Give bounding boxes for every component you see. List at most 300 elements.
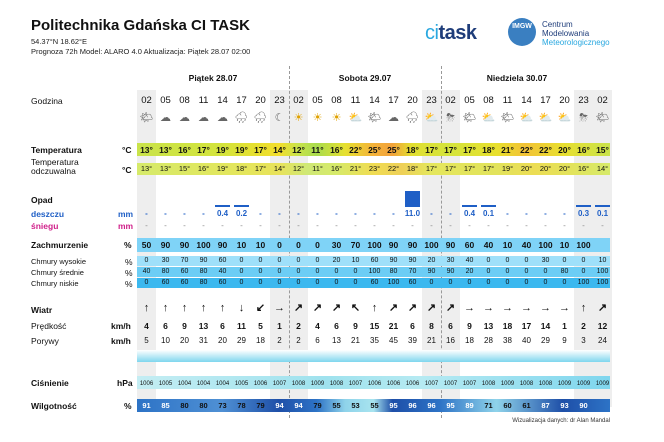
snow-cell: - [316, 221, 319, 230]
wind-gust-cell: 29 [541, 336, 550, 345]
wind-direction-arrow: → [464, 302, 475, 314]
humidity-cell: 55 [370, 401, 379, 410]
wind-direction-arrow: ↗ [445, 302, 456, 314]
cloud-high-cell: 40 [465, 257, 474, 264]
rain-cell: - [202, 209, 205, 218]
cloud-total-cell: 10 [502, 240, 513, 250]
cloud-total-cell: 100 [367, 240, 382, 250]
cloud-high-cell: 60 [218, 257, 227, 264]
temperature-cell: 17° [254, 145, 267, 155]
pressure-cell: 1006 [367, 381, 382, 387]
humidity-cell: 95 [446, 401, 455, 410]
feels-like-cell: 16° [330, 164, 343, 173]
humidity-cell: 61 [522, 401, 531, 410]
humidity-cell: 79 [313, 401, 322, 410]
wind-gust-cell: 2 [296, 336, 301, 345]
feels-like-cell: 14° [596, 164, 609, 173]
cloud-mid-cell: 20 [465, 268, 474, 275]
wind-gust-cell: 16 [446, 336, 455, 345]
temperature-cell: 22° [539, 145, 552, 155]
sun-cloud-icon: ⛅ [538, 112, 553, 124]
cloud-mid-cell: 100 [368, 268, 381, 275]
snow-cell: - [145, 221, 148, 230]
feels-like-cell: 20° [539, 164, 552, 173]
wind-speed-cell: 12 [597, 321, 608, 331]
cloud-total-cell: 0 [277, 240, 282, 250]
temperature-cell: 22° [349, 145, 362, 155]
rain-cell: - [278, 209, 281, 218]
pressure-cell: 1007 [443, 381, 458, 387]
snow-cell: - [601, 221, 604, 230]
wind-speed-cell: 17 [521, 321, 532, 331]
wind-speed-cell: 5 [258, 321, 263, 331]
cloud-low-cell: 60 [161, 279, 170, 286]
snow-cell: - [582, 221, 585, 230]
ci-task-logo[interactable]: citask [425, 22, 477, 44]
wind-direction-arrow: → [502, 302, 513, 314]
cloud-icon: ☁ [217, 112, 228, 124]
wind-direction-arrow: ↑ [200, 302, 207, 314]
temperature-cell: 18° [482, 145, 495, 155]
humidity-cell: 73 [218, 401, 227, 410]
cloud-total-cell: 90 [407, 240, 418, 250]
rain-cell: - [544, 209, 547, 218]
rain-cell: 0.1 [482, 209, 495, 218]
pressure-unit: hPa [117, 378, 133, 388]
partly-cloudy-icon: 🌤 [500, 112, 515, 124]
wind-gust-cell: 29 [237, 336, 246, 345]
cloud-low-cell: 0 [353, 279, 358, 286]
wind-gust-cell: 39 [408, 336, 417, 345]
storm-icon: ⛈ [446, 112, 455, 124]
hour-cell: 20 [559, 95, 570, 106]
wind-gust-cell: 38 [503, 336, 512, 345]
rain-cell: - [335, 209, 338, 218]
wind-gust-cell: 6 [315, 336, 320, 345]
temperature-cell: 12° [292, 145, 305, 155]
cloud-high-cell: 90 [408, 257, 417, 264]
wind-direction-arrow: ↑ [143, 302, 150, 314]
humidity-cell: 90 [579, 401, 588, 410]
humidity-cell: 60 [503, 401, 512, 410]
hour-cell: 05 [312, 95, 323, 106]
pressure-cell: 1009 [576, 381, 591, 387]
wind-direction-arrow: ↓ [238, 302, 245, 314]
temperature-cell: 25° [368, 145, 381, 155]
rain-cell: - [145, 209, 148, 218]
wind-direction-arrow: → [559, 302, 570, 314]
rain-cell: - [183, 209, 186, 218]
cloud-total-cell: 40 [483, 240, 494, 250]
cloud-low-cell: 0 [486, 279, 491, 286]
cloud-mid-cell: 70 [408, 268, 417, 275]
feels-like-cell: 17° [482, 164, 495, 173]
wind-speed-cell: 14 [540, 321, 551, 331]
cloud-total-cell: 10 [559, 240, 570, 250]
cloud-icon: ☁ [198, 112, 209, 124]
wind-direction-arrow: → [483, 302, 494, 314]
temperature-cell: 11° [311, 145, 324, 155]
pressure-cell: 1006 [139, 381, 154, 387]
cloud-mid-cell: 0 [505, 268, 510, 275]
temperature-cell: 20° [558, 145, 571, 155]
cloud-mid-cell: 0 [486, 268, 491, 275]
cloud-total-label: Zachmurzenie [31, 240, 89, 250]
pressure-cell: 1008 [481, 381, 496, 387]
temperature-cell: 14° [273, 145, 286, 155]
temperature-cell: 13° [159, 145, 172, 155]
cloud-mid-cell: 0 [277, 268, 282, 275]
cloud-low-cell: 0 [277, 279, 282, 286]
temperature-cell: 16° [577, 145, 590, 155]
wind-direction-arrow: ↑ [371, 302, 378, 314]
wind-direction-arrow: ↗ [407, 302, 418, 314]
cloud-mid-cell: 60 [180, 268, 189, 275]
rain-bar [595, 205, 610, 207]
snow-cell: - [335, 221, 338, 230]
feels-like-label: Temperatura odczuwalna [31, 157, 79, 176]
cloud-mid-cell: 40 [218, 268, 227, 275]
cloud-high-cell: 0 [581, 257, 586, 264]
hour-cell: 05 [464, 95, 475, 106]
rain-cell: 11.0 [404, 209, 421, 218]
humidity-cell: 80 [199, 401, 208, 410]
cloud-mid-cell: 0 [524, 268, 529, 275]
pressure-cell: 1008 [329, 381, 344, 387]
sun-cloud-icon: ⛅ [348, 112, 363, 124]
wind-speed-cell: 6 [334, 321, 339, 331]
cloud-low-cell: 100 [577, 279, 590, 286]
sun-cloud-icon: ⛅ [424, 112, 439, 124]
forecast-meta: Prognoza 72h Model: ALARO 4.0 Aktualizacja: Piątek 28.07 02:00 [31, 47, 251, 56]
snow-cell: - [468, 221, 471, 230]
cloud-high-cell: 0 [296, 257, 301, 264]
cloud-total-unit: % [124, 240, 132, 250]
rain-bar [481, 205, 496, 207]
cloud-low-cell: 100 [596, 279, 609, 286]
feels-like-cell: 13° [140, 164, 153, 173]
cloud-mid-cell: 0 [334, 268, 339, 275]
temperature-cell: 17° [425, 145, 438, 155]
wind-gust-unit: km/h [111, 336, 131, 346]
snow-cell: - [392, 221, 395, 230]
cloud-high-cell: 30 [161, 257, 170, 264]
cloud-mid-cell: 0 [581, 268, 586, 275]
snow-cell: - [411, 221, 414, 230]
day-header-2: Sobota 29.07 [338, 73, 392, 83]
wind-speed-cell: 4 [315, 321, 320, 331]
feels-like-cell: 17° [463, 164, 476, 173]
cloud-low-cell: 60 [218, 279, 227, 286]
cloud-low-cell: 80 [199, 279, 208, 286]
cloud-low-cell: 0 [296, 279, 301, 286]
coordinates: 54.37°N 18.62°E [31, 37, 88, 46]
cloud-high-cell: 0 [315, 257, 320, 264]
cloud-mid-cell: 80 [161, 268, 170, 275]
wind-direction-arrow: ↗ [312, 302, 323, 314]
wind-speed-cell: 18 [502, 321, 513, 331]
cloud-total-cell: 90 [388, 240, 399, 250]
pressure-cell: 1008 [291, 381, 306, 387]
wind-speed-cell: 9 [467, 321, 472, 331]
wind-speed-cell: 6 [410, 321, 415, 331]
humidity-cell: 96 [408, 401, 417, 410]
cloud-low-cell: 0 [543, 279, 548, 286]
cloud-low-cell: 0 [562, 279, 567, 286]
snow-cell: - [544, 221, 547, 230]
wind-direction-arrow: ↙ [255, 302, 266, 314]
cloud-icon: ☁ [388, 112, 399, 124]
hour-cell: 05 [160, 95, 171, 106]
humidity-unit: % [124, 401, 132, 411]
feels-like-cell: 21° [349, 164, 362, 173]
humidity-cell: 91 [142, 401, 151, 410]
rain-cell: - [563, 209, 566, 218]
cloud-total-cell: 0 [296, 240, 301, 250]
wind-speed-cell: 13 [483, 321, 494, 331]
pressure-cell: 1005 [158, 381, 173, 387]
cloud-mid-cell: 0 [315, 268, 320, 275]
cloud-mid-cell: 90 [427, 268, 436, 275]
rain-cell: - [373, 209, 376, 218]
cloud-mid-cell: 80 [560, 268, 569, 275]
temperature-cell: 17° [444, 145, 457, 155]
humidity-cell: 95 [389, 401, 398, 410]
snow-cell: - [202, 221, 205, 230]
cloud-high-cell: 0 [524, 257, 529, 264]
cloud-high-label: Chmury wysokie [31, 257, 87, 266]
rain-icon: 🌧 [234, 112, 249, 124]
wind-speed-cell: 6 [220, 321, 225, 331]
pressure-cell: 1009 [310, 381, 325, 387]
snow-cell: - [240, 221, 243, 230]
wind-gust-cell: 9 [562, 336, 567, 345]
rain-cell: - [430, 209, 433, 218]
wind-speed-cell: 1 [277, 321, 282, 331]
wind-speed-cell: 9 [182, 321, 187, 331]
wind-speed-cell: 8 [429, 321, 434, 331]
cloud-total-cell: 90 [179, 240, 190, 250]
hour-cell: 08 [179, 95, 190, 106]
humidity-cell: 89 [465, 401, 474, 410]
cloud-total-cell: 40 [521, 240, 532, 250]
wind-gust-cell: 18 [256, 336, 265, 345]
snow-cell: - [259, 221, 262, 230]
cloud-low-cell: 0 [448, 279, 453, 286]
snow-cell: - [506, 221, 509, 230]
wind-gust-cell: 13 [332, 336, 341, 345]
cloud-high-cell: 0 [239, 257, 244, 264]
feels-like-cell: 17° [425, 164, 438, 173]
snow-cell: - [525, 221, 528, 230]
pressure-cell: 1004 [215, 381, 230, 387]
temperature-cell: 21° [501, 145, 514, 155]
cloud-mid-unit: % [125, 268, 133, 278]
rain-unit: mm [118, 209, 134, 219]
feels-like-cell: 16° [577, 164, 590, 173]
sun-icon: ☀ [331, 112, 342, 124]
cloud-mid-cell: 100 [596, 268, 609, 275]
rain-cell: - [354, 209, 357, 218]
temperature-cell: 17° [463, 145, 476, 155]
storm-icon: ⛈ [579, 112, 588, 124]
sun-icon: ☀ [312, 112, 323, 124]
wind-speed-cell: 6 [448, 321, 453, 331]
cloud-icon: ☁ [160, 112, 171, 124]
rain-cell: - [525, 209, 528, 218]
hour-cell: 23 [274, 95, 285, 106]
rain-cell: 0.2 [235, 209, 248, 218]
hour-cell: 17 [236, 95, 247, 106]
cloud-low-cell: 0 [315, 279, 320, 286]
humidity-cell: 53 [351, 401, 360, 410]
pressure-cell: 1006 [386, 381, 401, 387]
hour-cell: 02 [597, 95, 608, 106]
temperature-label: Temperatura [31, 145, 82, 155]
pressure-cell: 1009 [595, 381, 610, 387]
cloud-total-cell: 10 [255, 240, 266, 250]
cloud-high-cell: 90 [389, 257, 398, 264]
hour-cell: 08 [331, 95, 342, 106]
cloud-high-cell: 10 [598, 257, 607, 264]
rain-bar [405, 191, 420, 207]
humidity-cell: 94 [294, 401, 303, 410]
wind-gust-cell: 28 [484, 336, 493, 345]
hour-cell: 23 [578, 95, 589, 106]
moon-icon: ☾ [274, 112, 285, 124]
cloud-low-label: Chmury niskie [31, 279, 79, 288]
cloud-total-cell: 10 [236, 240, 247, 250]
cloud-low-cell: 0 [334, 279, 339, 286]
snow-cell: - [354, 221, 357, 230]
humidity-cell: 96 [427, 401, 436, 410]
wind-direction-arrow: ↑ [580, 302, 587, 314]
wind-gust-cell: 20 [180, 336, 189, 345]
rain-cell: - [392, 209, 395, 218]
hour-cell: 02 [445, 95, 456, 106]
humidity-cell: 79 [256, 401, 265, 410]
wind-gust-cell: 21 [427, 336, 436, 345]
wind-speed-unit: km/h [111, 321, 131, 331]
cloud-total-cell: 90 [160, 240, 171, 250]
wind-gust-cell: 24 [598, 336, 607, 345]
temperature-cell: 13° [140, 145, 153, 155]
wind-direction-arrow: ↑ [219, 302, 226, 314]
wind-direction-arrow: ↗ [597, 302, 608, 314]
partly-cloudy-icon: 🌤 [139, 112, 154, 124]
cloud-high-cell: 70 [180, 257, 189, 264]
snow-cell: - [373, 221, 376, 230]
snow-cell: - [183, 221, 186, 230]
sun-icon: ☀ [293, 112, 304, 124]
cloud-low-cell: 0 [505, 279, 510, 286]
rain-cell: 0.4 [216, 209, 229, 218]
rain-bar [234, 205, 249, 207]
cloud-total-cell: 90 [445, 240, 456, 250]
humidity-cell: 93 [560, 401, 569, 410]
cloud-low-cell: 60 [180, 279, 189, 286]
wind-gust-cell: 35 [370, 336, 379, 345]
cloud-high-unit: % [125, 257, 133, 267]
hour-cell: 23 [426, 95, 437, 106]
snow-cell: - [221, 221, 224, 230]
hour-cell: 20 [407, 95, 418, 106]
imgw-logo: IMGW [508, 18, 536, 46]
cloud-mid-cell: 80 [389, 268, 398, 275]
cloud-total-cell: 50 [141, 240, 152, 250]
cloud-high-cell: 0 [486, 257, 491, 264]
wind-gust-cell: 45 [389, 336, 398, 345]
wind-speed-cell: 2 [296, 321, 301, 331]
wind-speed-label: Prędkość [31, 321, 67, 331]
day-header-3: Niedziela 30.07 [486, 73, 548, 83]
cloud-total-cell: 70 [350, 240, 361, 250]
hour-cell: 11 [350, 95, 361, 106]
wind-speed-cell: 1 [562, 321, 567, 331]
precip-label: Opad [31, 195, 53, 205]
cloud-low-cell: 0 [524, 279, 529, 286]
feels-like-cell: 23° [368, 164, 381, 173]
snow-cell: - [487, 221, 490, 230]
pressure-cell: 1007 [272, 381, 287, 387]
feels-like-cell: 19° [216, 164, 229, 173]
wind-label: Wiatr [31, 305, 53, 315]
cloud-total-cell: 0 [315, 240, 320, 250]
feels-like-cell: 18° [406, 164, 419, 173]
rain-cell: - [506, 209, 509, 218]
feels-like-cell: 22° [387, 164, 400, 173]
cloud-mid-cell: 0 [353, 268, 358, 275]
feels-like-cell: 11° [312, 164, 323, 173]
rain-label: deszczu [31, 209, 65, 219]
wind-direction-arrow: ↗ [426, 302, 437, 314]
cloud-high-cell: 90 [199, 257, 208, 264]
cloud-mid-cell: 40 [142, 268, 151, 275]
wind-direction-arrow: → [521, 302, 532, 314]
feels-like-cell: 13° [159, 164, 172, 173]
hour-cell: 14 [521, 95, 532, 106]
wind-gust-cell: 18 [465, 336, 474, 345]
cloud-low-cell: 0 [258, 279, 263, 286]
page-title: Politechnika Gdańska CI TASK [31, 17, 250, 34]
temperature-cell: 18° [406, 145, 419, 155]
cloud-high-cell: 0 [277, 257, 282, 264]
cloud-high-cell: 30 [541, 257, 550, 264]
sun-cloud-icon: ⛅ [519, 112, 534, 124]
rain-icon: 🌧 [253, 112, 268, 124]
snow-cell: - [278, 221, 281, 230]
hour-cell: 17 [540, 95, 551, 106]
cloud-low-cell: 0 [239, 279, 244, 286]
temperature-cell: 16° [178, 145, 191, 155]
cloud-high-cell: 20 [332, 257, 341, 264]
temperature-cell: 22° [520, 145, 533, 155]
sun-cloud-icon: ⛅ [481, 112, 496, 124]
pressure-cell: 1004 [177, 381, 192, 387]
hour-cell: 02 [141, 95, 152, 106]
cloud-low-cell: 60 [408, 279, 417, 286]
cloud-high-cell: 10 [351, 257, 360, 264]
cloud-mid-cell: 90 [446, 268, 455, 275]
temperature-cell: 25° [387, 145, 400, 155]
cloud-total-cell: 100 [424, 240, 439, 250]
cloud-mid-label: Chmury średnie [31, 268, 84, 277]
hour-cell: 17 [388, 95, 399, 106]
pressure-cell: 1004 [196, 381, 211, 387]
pressure-cell: 1006 [253, 381, 268, 387]
pressure-cell: 1008 [519, 381, 534, 387]
rain-cell: - [164, 209, 167, 218]
